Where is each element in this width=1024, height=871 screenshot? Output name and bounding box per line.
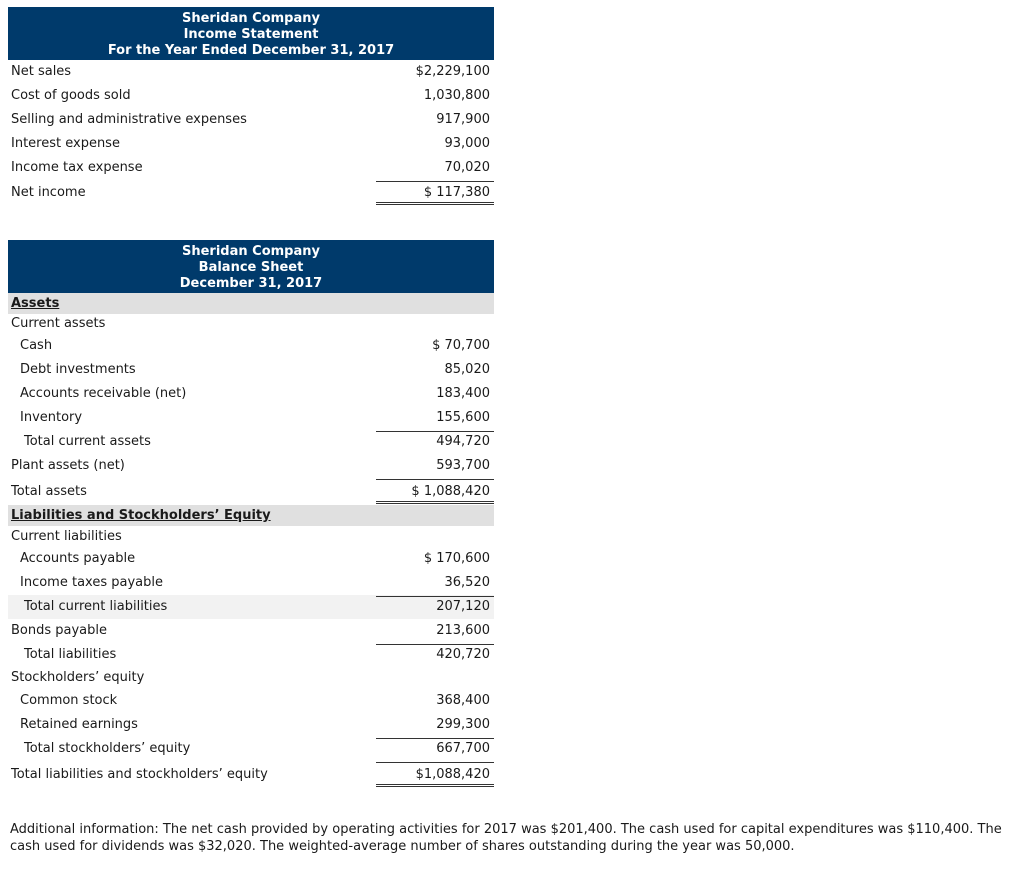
- row-value: 667,700: [436, 737, 490, 761]
- row-value: 420,720: [436, 643, 490, 667]
- row-value: 494,720: [436, 430, 490, 454]
- section-title: Liabilities and Stockholders’ Equity: [11, 508, 271, 523]
- table-row: [8, 84, 494, 108]
- statement-date: December 31, 2017: [179, 276, 323, 291]
- row-value: $ 170,600: [423, 551, 490, 566]
- table-row: [8, 108, 494, 132]
- row-value: 593,700: [436, 458, 490, 473]
- row-value: 207,120: [436, 595, 490, 619]
- subsection-row: [8, 314, 494, 334]
- row-label: Accounts receivable (net): [20, 386, 187, 401]
- income-statement-header: [8, 7, 494, 60]
- row-label: Total liabilities and stockholders’ equity: [11, 767, 268, 782]
- row-label: Net income: [11, 185, 86, 200]
- table-row: [8, 382, 494, 406]
- row-value: 70,020: [444, 160, 490, 175]
- row-value: 299,300: [436, 717, 490, 732]
- balance-sheet: [8, 240, 494, 788]
- table-row: [8, 547, 494, 571]
- row-value: 85,020: [444, 362, 490, 377]
- row-label: Income taxes payable: [20, 575, 163, 590]
- row-value: 183,400: [436, 386, 490, 401]
- row-label: Inventory: [20, 410, 83, 425]
- total-equity-row: [8, 737, 494, 761]
- row-label: Accounts payable: [20, 551, 136, 566]
- row-value: 93,000: [444, 136, 490, 151]
- total-liabilities-row: [8, 643, 494, 667]
- total-liabilities-equity-row: [8, 761, 494, 788]
- total-current-assets-row: [8, 430, 494, 454]
- table-row: [8, 571, 494, 595]
- row-label: Plant assets (net): [11, 458, 125, 473]
- subsection-row: [8, 667, 494, 689]
- row-label: Total stockholders’ equity: [24, 741, 191, 756]
- table-row: [8, 156, 494, 180]
- table-row: [8, 689, 494, 713]
- table-row: [8, 334, 494, 358]
- row-label: Debt investments: [20, 362, 136, 377]
- row-label: Current liabilities: [11, 529, 122, 544]
- additional-information: Additional information: The net cash provided by operating activities for 2017 was $201,400. The cash used for capital expenditures was $110,400. The cash used for dividends was $32,020. The weighted-average number of shares outstanding during the year was 50,000.: [10, 822, 1002, 854]
- row-label: Cost of goods sold: [11, 88, 131, 103]
- row-label: Selling and administrative expenses: [11, 112, 247, 127]
- row-value: 36,520: [444, 575, 490, 590]
- row-label: Retained earnings: [20, 717, 138, 732]
- total-current-liabilities-row: [8, 595, 494, 619]
- net-income-row: [8, 180, 494, 206]
- subsection-row: [8, 526, 494, 547]
- statement-title: Income Statement: [183, 27, 319, 42]
- row-label: Total assets: [11, 484, 87, 499]
- row-label: Interest expense: [11, 136, 120, 151]
- row-label: Net sales: [11, 64, 72, 79]
- row-value: 213,600: [436, 623, 490, 638]
- row-value: $2,229,100: [415, 64, 490, 79]
- table-row: [8, 619, 494, 643]
- row-label: Total current assets: [24, 434, 151, 449]
- row-value: $1,088,420: [416, 761, 490, 788]
- row-label: Income tax expense: [11, 160, 143, 175]
- company-name: Sheridan Company: [182, 11, 320, 26]
- row-label: Current assets: [11, 316, 106, 331]
- row-value: $ 1,088,420: [411, 478, 490, 505]
- table-row: [8, 132, 494, 156]
- row-label: Stockholders’ equity: [11, 670, 145, 685]
- table-row: [8, 406, 494, 430]
- row-label: Total liabilities: [24, 647, 117, 662]
- row-value: $ 70,700: [432, 338, 490, 353]
- row-value: 917,900: [436, 112, 490, 127]
- row-label: Bonds payable: [11, 623, 108, 638]
- table-row: [8, 60, 494, 84]
- statement-title: Balance Sheet: [198, 260, 304, 275]
- balance-sheet-header: [8, 240, 494, 293]
- assets-heading: [8, 293, 494, 314]
- table-row: [8, 713, 494, 737]
- row-value: 368,400: [436, 693, 490, 708]
- company-name: Sheridan Company: [182, 244, 320, 259]
- total-assets-row: [8, 478, 494, 505]
- row-label: Common stock: [20, 693, 118, 708]
- table-row: [8, 454, 494, 478]
- statement-period: For the Year Ended December 31, 2017: [107, 43, 395, 58]
- row-value: 1,030,800: [423, 88, 490, 103]
- row-label: Total current liabilities: [24, 599, 168, 614]
- row-label: Cash: [20, 338, 53, 353]
- section-title: Assets: [11, 296, 60, 311]
- liabilities-heading: [8, 505, 494, 526]
- table-row: [8, 358, 494, 382]
- income-statement: [8, 7, 494, 206]
- row-value: 155,600: [436, 410, 490, 425]
- row-value: $ 117,380: [424, 180, 490, 206]
